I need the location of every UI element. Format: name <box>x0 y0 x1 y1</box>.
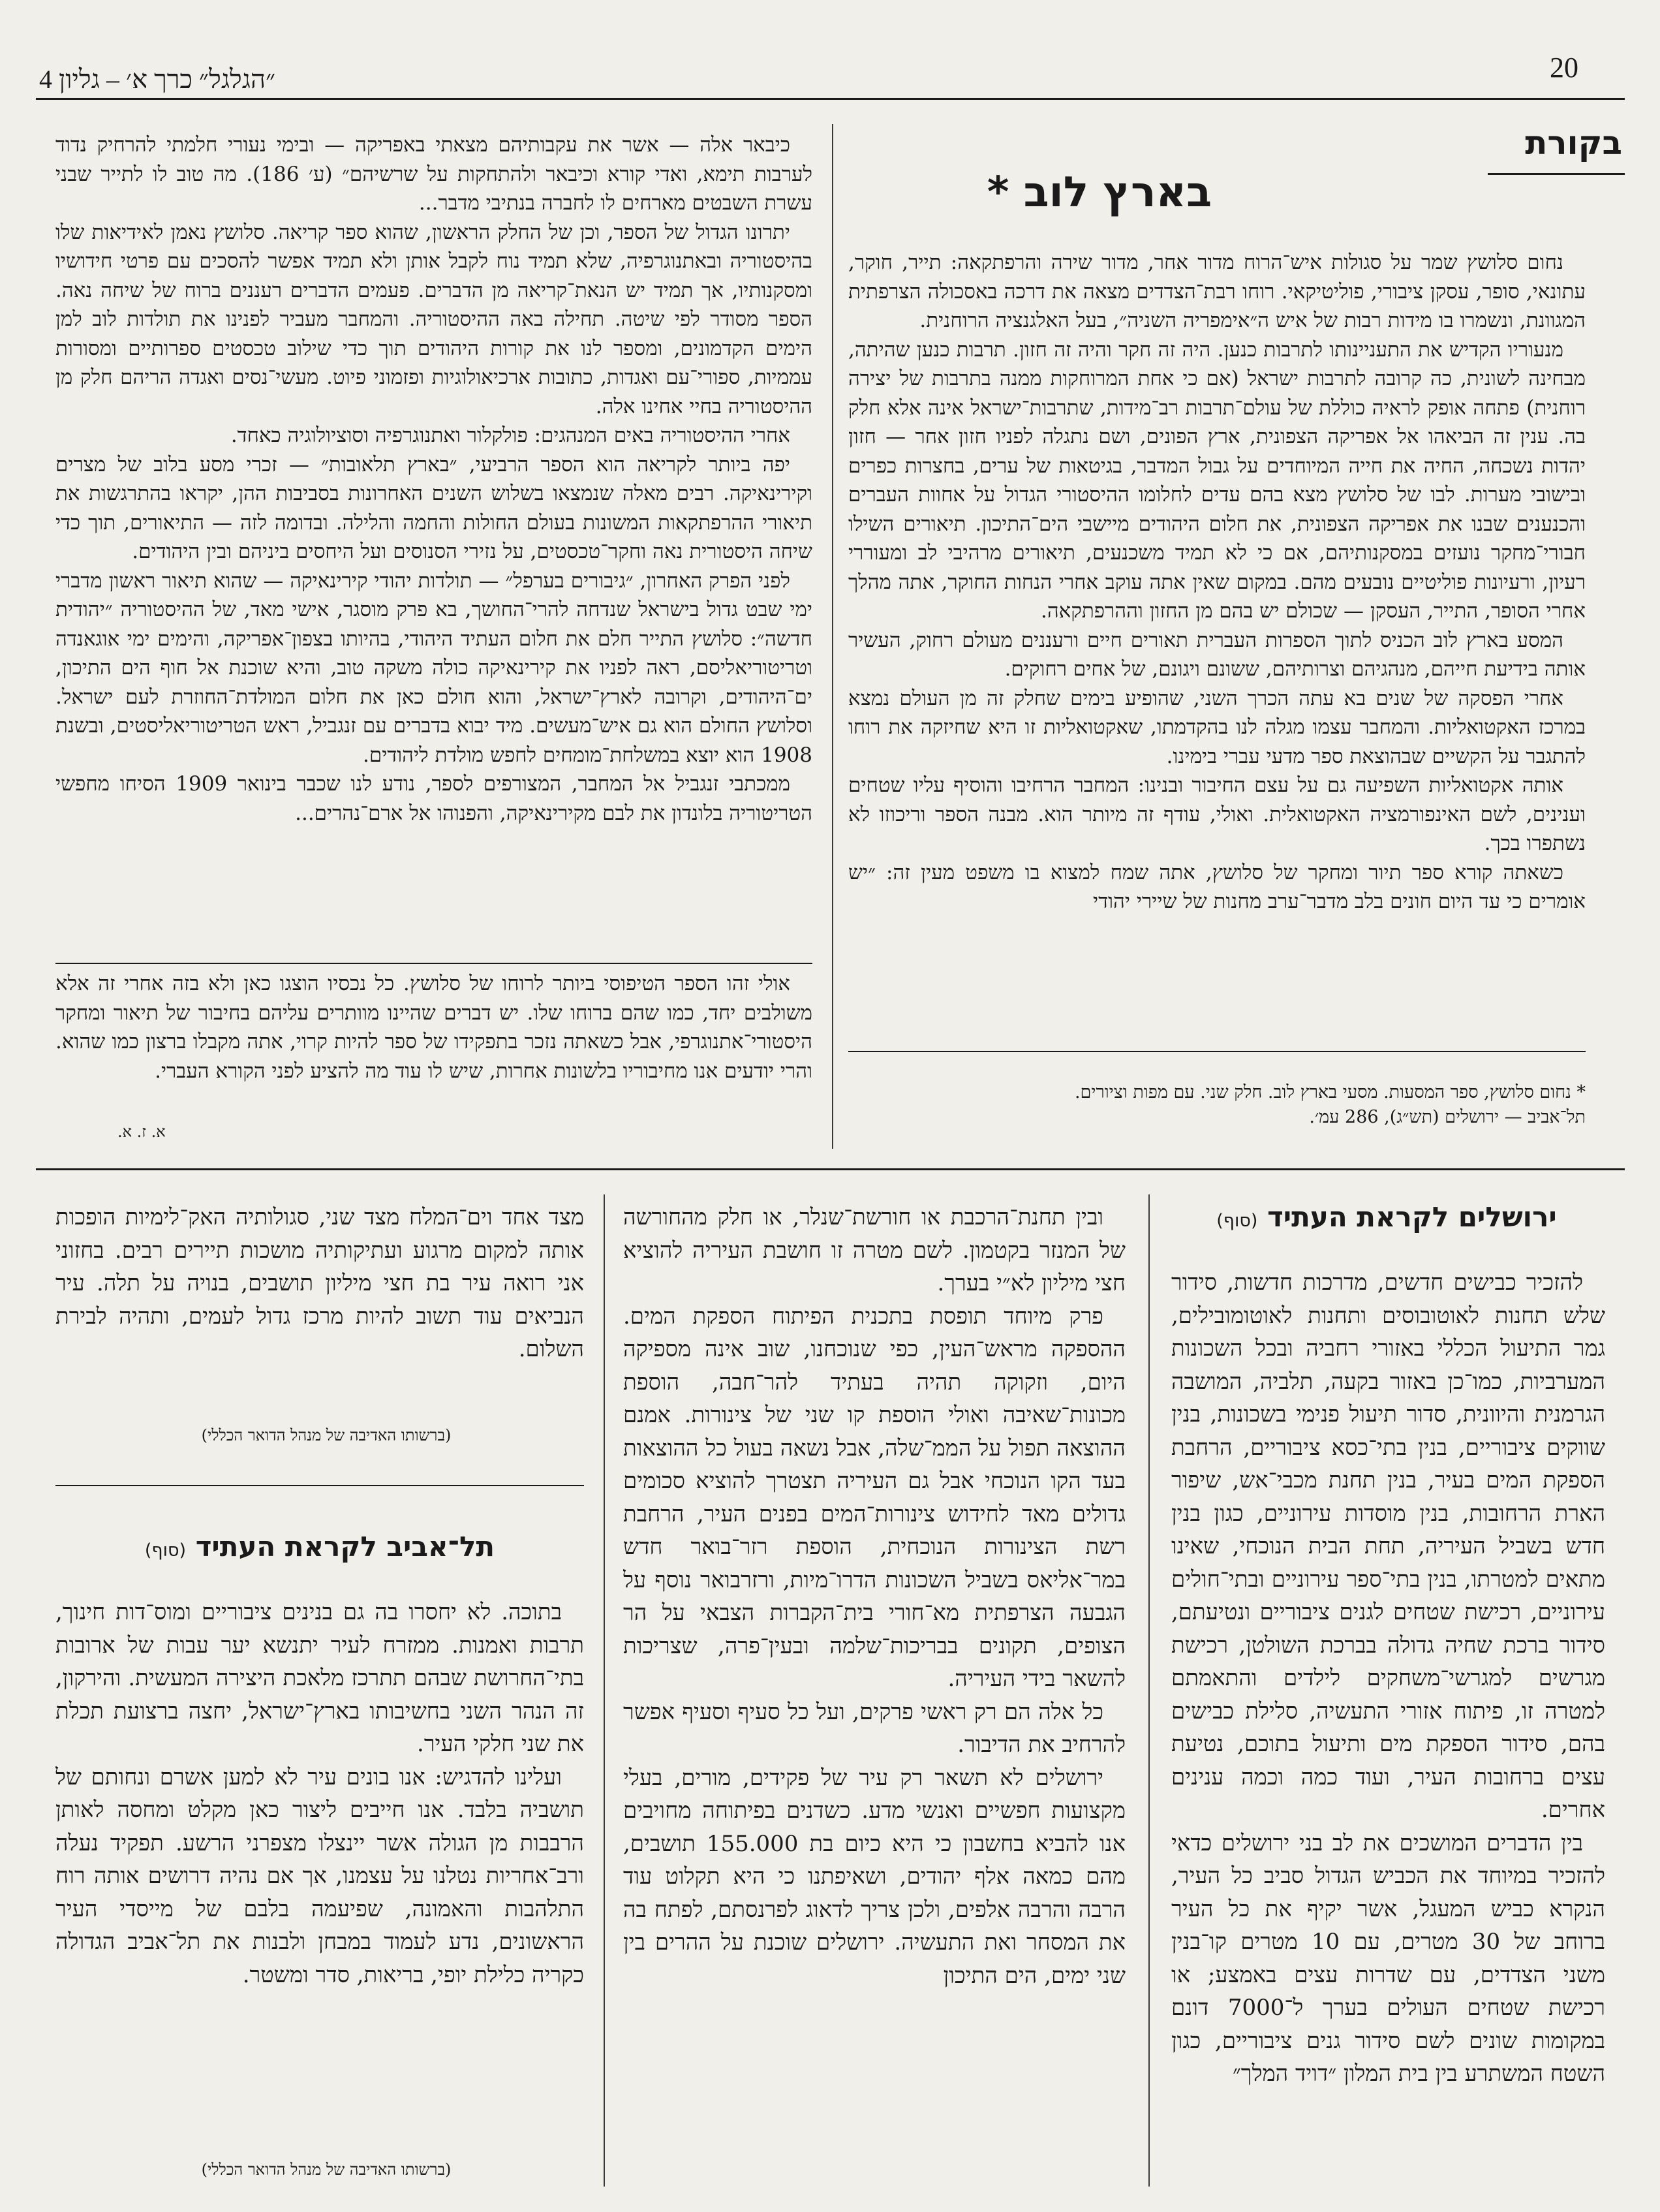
column-divider <box>832 124 833 1149</box>
paragraph: כיבאר אלה — אשר את עקבותיהם מצאתי באפריקה — ובימי נעורי חלמתי להרחיק נדוד לערבות תימא, ואדי קורא וכיבאר ולהתחקות על שרשיהם״ (ע׳ 186). מה טוב לו לתייר שבני עשרת השבטים מארחים לו לחברה בנתיבי מדבר... <box>55 133 812 215</box>
review-closing <box>55 969 812 1110</box>
paragraph: מנעוריו הקדיש את התעניינותו לתרבות כנען. היה זה חקר והיה זה חזון. תרבות כנען שהיתה, מבחינה לשונית, כה קרובה לתרבות ישראל (אם כי אחת המרוחקות ממנה בתרבות של יצירה רוחנית) פתחה אופק לראיה כוללת של עולם־תרבות רב־מידות, שתרבות־ישראל אינה אלא חלק בה. ענין זה הביאהו אל אפריקה הצפונית, ארץ הפונים, ושם נתגלה לפניו חזון אחר — חזון יהדות נשכחה, החיה את חייה המיוחדים על גבול המדבר, בגיטאות של ערים, בחצרות כפרים ובישובי מערות. לבו של סלושץ מצא בהם עדים לחלומו ההיסטורי הגדול על אחוות העברים והכנענים שבנו את אפריקה הצפונית, את חלום היהודים מיישבי הים־התיכון. תיאורים השילו חבורי־מחקר נועזים במסקנותיהם, אם כי לא תמיד משכנעים, תיאורים מרהיבי לב ומעוררי רעיון, ורעיונות פוליטיים נובעים מהם. במקום שאין אתה עוקב אחרי הנחות החוקר, אתה מהלך אחרי הסופר, התייר, העסקן — שכולם יש בהם מן החזון וההרפתקאה. <box>848 337 1586 623</box>
jerusalem-credit: (ברשותו האדיבה של מנהל הדואר הכללי) <box>201 1426 452 1444</box>
paragraph: להזכיר כבישים חדשים, מדרכות חדשות, סידור שלש תחנות לאוטובוסים ותחנות לאוטומובילים, גמר התיעול הכללי באזורי רחביה ובכל השכונות המערביות, כמו־כן באזור בקעה, תלביה, המושבה הגרמנית והיוונית, סדור תיעול פנימי בשכונות, בנין שווקים ציבוריים, בנין בתי־כסא ציבוריים, הרחבת הספקת המים בעיר, בנין תחנת מכבי־אש, שיפור הארת הרחובות, בנין מוסדות עירוניים, כגון בנין חדש בשביל העיריה, תחת הבית הנוכחי, שאינו מתאים למטרתו, בנין בתי־ספר עירוניים ובתי־חולים עירוניים, רכישת שטחים לגנים ציבוריים ונטיעתם, סידור ברכת שחיה גדולה בברכת השולטן, רכישת מגרשים למגרשי־משחקים לילדים והתאמתם למטרה זו, פיתוח אזורי התעשיה, סלילת כבישים בהם, סידור הספקת מים ותיעול בתוכם, נטיעת עצים ברחובות העיר, ועוד כמה וכמה ענינים אחרים. <box>1171 1270 1605 1823</box>
column-divider <box>1148 1194 1150 2187</box>
telaviv-column <box>55 1596 584 2144</box>
footnote <box>848 1080 1586 1139</box>
column-divider <box>604 1194 605 2187</box>
article-title: בארץ לוב * <box>987 168 1212 217</box>
paragraph: פרק מיוחד תופסת בתכנית הפיתוח הספקת המים. ההספקה מראש־העין, כפי שנוכחנו, שוב אינה מספיקה היום, וזקוקה תהיה בעתיד להר־חבה, הוספת מכונות־שאיבה ואולי הוספת קו שני של צינורות. אמנם ההוצאה תפול על הממ־שלה, אבל נשאה בעול כל ההוצאות בעד הקו הנוכחי אבל גם העיריה תצטרך להוציא סכומים גדולים מאד לחידוש צינורות־המים בפנים העיר, הרחבת רשת הצינורות הנוכחית, הוספת רזר־בואר חדש במר־אליאס בשביל השכונות הדרו־מיות, ורזרבואר נוסף על הגבעה הצרפתית מא־חורי בית־הקברות הצבאי על הר הצופים, תקונים בבריכות־שלמה ובעין־פרה, שצריכות להשאר בידי העיריה. <box>623 1303 1126 1692</box>
paragraph: בתוכה. לא יחסרו בה גם בנינים ציבוריים ומוס־דות חינוך, תרבות ואמנות. ממזרח לעיר יתנשא יער עבות של ארובות בתי־החרושת שבהם תתרכז מלאכת היצירה המעשית. והירקון, זה הנהר השני בחשיבותו בארץ־ישראל, יחצה ברצועת תכלת את שני חלקי העיר. <box>55 1599 584 1757</box>
jerusalem-title-text: ירושלים לקראת העתיד <box>1267 1201 1557 1233</box>
review-right-column <box>848 248 1586 1012</box>
review-left-column <box>55 131 812 1008</box>
paragraph: אחרי הפסקה של שנים בא עתה הכרך השני, שהופיע בימים שחלק זה מן העולם נמצא במרכז האקטואליות. והמחבר עצמו מגלה לנו בהקדמתו, שאקטואליות זו היא שחיזקה את רוחו להתגבר על הקשיים שבהוצאת ספר מדעי עברי בימינו. <box>848 686 1586 768</box>
divider <box>55 1485 584 1486</box>
footnote-line: תל־אביב — ירושלים (תש״ג), 286 עמ׳. <box>1309 1107 1586 1127</box>
section-label-underline <box>1488 173 1625 175</box>
running-header: ״הגלגל״ כרך א׳ – גליון 4 <box>39 65 276 94</box>
jerusalem-middle-column <box>623 1201 1126 2187</box>
paragraph: לפני הפרק האחרון, ״גיבורים בערפל״ — תולדות יהודי קירינאיקה — שהוא תיאור ראשון מדברי ימי שבט גדול בישראל שנדחה להרי־החושך, בא פרק מוסגר, אישי מאד, של ההיסטוריה ״יהודית חדשה״: סלושץ התייר חלם את חלום העתיד היהודי, בהיותו בצפון־אפריקה, והימים ימי אוגאנדה וטריטוריאליסם, ראה לפניו את קירינאיקה כולה משקה טוב, והיא שוכנת אל חוף הים התיכון, ים־היהודים, וקרובה לארץ־ישראל, והוא חולם כאן את חלום המולדת־החוזרת לעם ישראל. וסלושץ החולם הוא גם איש־מעשים. מיד יבוא בדברים עם זנגביל, ראש הטריטוריאליסטים, ובשנת 1908 הוא יוצא במשלחת־מומחים לחפש מולדת ליהודים. <box>55 569 812 767</box>
paragraph: בין הדברים המושכים את לב בני ירושלים כדאי להזכיר במיוחד את הכביש הגדול סביב כל העיר, הנקרא כביש המעגל, אשר יקיף את כל העיר ברוחב של 30 מטרים, עם 10 מטרים קו־בנין משני הצדדים, עם שדרות עצים באמצע; או רכישת שטחים העולים בערך ל־7000 דונם במקומות שונים לשם סידור גנים ציבוריים, כגון השטח המשתרע בין בית המלון ״דויד המלך״ <box>1171 1830 1605 2087</box>
section-divider <box>36 1168 1625 1170</box>
paragraph: אותה אקטואליות השפיעה גם על עצם החיבור ובנינו: המחבר הרחיבו והוסיף עליו שטחים וענינים, לשם האינפורמציה האקטואלית. ואולי, עודף זה מיותר הוא. מבנה הספר וריכוזו לא נשתפרו בכך. <box>848 773 1586 855</box>
page-number: 20 <box>1550 52 1578 84</box>
telaviv-title <box>78 1531 561 1563</box>
jerusalem-title <box>1161 1201 1612 1233</box>
paragraph: כל אלה הם רק ראשי פרקים, ועל כל סעיף וסעיף אפשר להרחיב את הדיבור. <box>623 1698 1126 1758</box>
telaviv-title-suffix: (סוף) <box>144 1540 187 1561</box>
reviewer-signature: א. ז. א. <box>117 1123 166 1141</box>
footnote-line: * נחום סלושץ, ספר המסעות. מסעי בארץ לוב. חלק שני. עם מפות וציורים. <box>1074 1082 1586 1102</box>
divider <box>55 963 812 964</box>
paragraph: יפה ביותר לקריאה הוא הספר הרביעי, ״בארץ תלאובות״ — זכרי מסע בלוב של מצרים וקירינאיקה. רבים מאלה שנמצאו בשלוש השנים האחרונות בסביבות ההן, יקראו בהתרגשות את תיאורי ההרפתקאות המשונות בעולם החולות והחמה והלילה. ובדומה לזה — התיאורים, תוך כדי שיחה היסטורית נאה וחקר־טכסטים, על נזירי הסנוסים ועל היחסים ביניהם ובין היהודים. <box>55 452 812 563</box>
paragraph: נחום סלושץ שמר על סגולות איש־הרוח מדור אחר, מדור שירה והרפתקאה: תייר, חוקר, עתונאי, סופר, עסקן ציבורי, פוליטיקאי. רוחו רבת־הצדדים מצאה את דרכה באסכולה הצרפתית המגוונת, ונשמרו בו מידות רבות של איש ה״אימפריה השניה״, בעל האלגנציה הרוחנית. <box>848 251 1586 332</box>
telaviv-title-text: תל־אביב לקראת העתיד <box>195 1531 495 1563</box>
jerusalem-right-column <box>1171 1266 1605 2187</box>
paragraph: יתרונו הגדול של הספר, וכן של החלק הראשון, שהוא ספר קריאה. סלושץ נאמן לאידיאות שלו בהיסטוריה ובאתנוגרפיה, שלא תמיד נוח לקבל אותן ולא תמיד אפשר להסכים עם פרטי חידושיו ומסקנותיו, אך תמיד יש הנאת־קריאה מן הדברים. פעמים הדברים רעננים ברוח של שיחה נאה. הספר מסודר לפי שיטה. תחילה באה ההיסטוריה. והמחבר מעביר לפנינו את תולדות לוב למן הימים הקדמונים, ומספר לנו את קורות היהודים תוך כדי שילוב טכסטים ספרותיים ומסורות עממיות, ספורי־עם ואגדות, כתובות ארכיאולוגיות ופזמוני פיוט. מעשי־נסים ואגדה הריהם חלק מן ההיסטוריה בחיי אחינו אלה. <box>55 220 812 418</box>
paragraph: ירושלים לא תשאר רק עיר של פקידים, מורים, בעלי מקצועות חפשיים ואנשי מדע. כשדנים בפיתוחה מחויבים אנו להביא בחשבון כי היא כיום בת 155.000 תושבים, מהם כמאה אלף יהודים, ושאיפתנו כי היא תקלוט עוד הרבה והרבה אלפים, ולכן צריך לדאוג לפרנסתם, לפתח בה את המסחר ואת התעשיה. ירושלים שוכנת על ההרים בין שני ימים, הים התיכון <box>623 1764 1126 1989</box>
paragraph: אולי זהו הספר הטיפוסי ביותר לרוחו של סלושץ. כל נכסיו הוצגו כאן ולא בזה אחרי זה אלא משולבים יחד, כמו שהם ברוחו שלו. יש דברים שהיינו מוותרים עליהם בחיבור של תיאור ומחקר היסטורי־אתנוגרפי, אבל כשאתה נזכר בתפקידו של ספר להיות קרוי, אתה מקבלו ברצון כמו שהוא. והרי יודעים אנו מחיבוריו בלשונות אחרות, שיש לו עוד מה להציע לפני הקורא העברי. <box>55 972 812 1083</box>
section-label: בקורת <box>1525 124 1622 162</box>
paragraph: כשאתה קורא ספר תיור ומחקר של סלושץ, אתה שמח למצוא בו משפט מעין זה: ״יש אומרים כי עד היום חונים בלב מדבר־ערב מחנות של שיירי יהודי <box>848 860 1586 913</box>
paragraph: ממכתבי זנגביל אל המחבר, המצורפים לספר, נודע לנו שכבר בינואר 1909 הסיחו מחפשי הטריטוריה בלונדון את לבם מקירינאיקה, והפנוהו אל ארם־נהרים... <box>55 772 812 825</box>
paragraph: ועלינו להדגיש: אנו בונים עיר לא למען אשרם ונחותם של תושביה בלבד. אנו חייבים ליצור כאן מקלט ומחסה לאותן הרבבות מן הגולה אשר יינצלו מצפרני הרשע. תפקיד נעלה ורב־אחריות נטלנו על עצמנו, אך אם נהיה דרושים אותה רוח התלהבות והאמונה, שפיעמה בלבם של מייסדי העיר הראשונים, נדע לעמוד במבחן ולבנות את תל־אביב הגדולה כקריה כלילת יופי, בריאות, סדר ומשטר. <box>55 1764 584 1988</box>
paragraph: מצד אחד וים־המלח מצד שני, סגולותיה האק־לימיות הופכות אותה למקום מרגוע ועתיקותיה מושכות תיירים רבים. בחזוני אני רואה עיר בת חצי מיליון תושבים, בנויה על תלה. עיר הנביאים עוד תשוב להיות מרכז גדול לעמים, ותהיה לבירת השלום. <box>55 1204 584 1362</box>
paragraph: המסע בארץ לוב הכניס לתוך הספרות העברית תאורים חיים ורעננים מעולם רחוק, העשיר אותה בידיעת חייהם, מנהגיהם וצרותיהם, ששונם ויגונם, של אחים רחוקים. <box>848 628 1586 681</box>
paragraph: ובין תחנת־הרכבת או חורשת־שנלר, או חלק מהחורשה של המנזר בקטמון. לשם מטרה זו חושבת העיריה להוציא חצי מיליון לא״י בערך. <box>623 1204 1126 1296</box>
header-rule <box>36 98 1625 100</box>
jerusalem-left-column <box>55 1201 584 1416</box>
telaviv-credit: (ברשותו האדיבה של מנהל הדואר הכללי) <box>201 2160 452 2179</box>
footnote-rule <box>848 1051 1586 1052</box>
jerusalem-title-suffix: (סוף) <box>1216 1211 1258 1231</box>
paragraph: אחרי ההיסטוריה באים המנהגים: פולקלור ואתנוגרפיה וסוציולוגיה כאחד. <box>230 424 790 447</box>
